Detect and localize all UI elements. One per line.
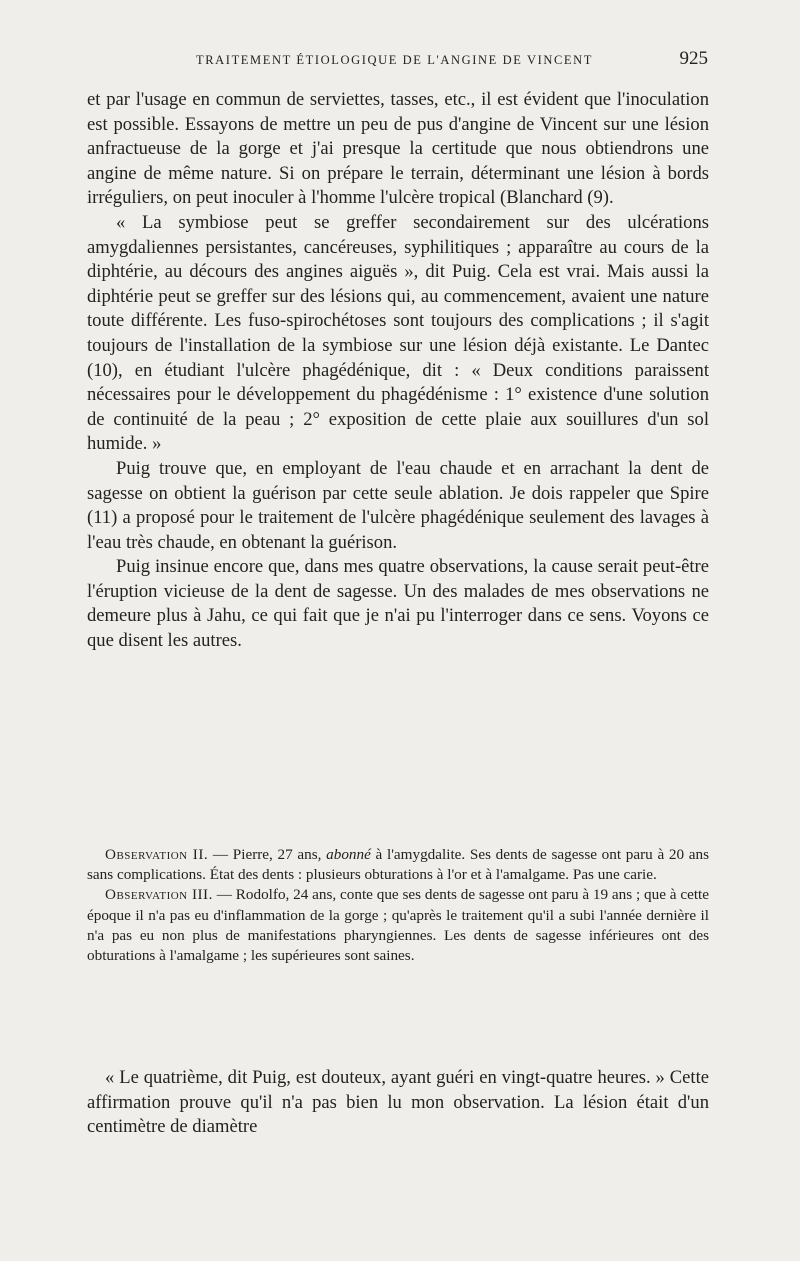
observation-3 — [87, 885, 709, 966]
paragraph-4: Puig insinue encore que, dans mes quatre observations, la cause serait peut-être l'éruption vicieuse de la dent de sagesse. Un des malades de mes observations ne demeure plus à Jahu, ce qui fait que je n'ai pu l'interroger dans ce sens. Voyons ce que disent les autres. — [87, 556, 709, 652]
observation-2-text-b: à l'amygdalite. Ses dents de sagesse ont paru à 20 ans sans complications. État des dents : plusieurs obturations à l'or et à l'amalgame. Pas une carie. — [87, 846, 709, 884]
observation-2-label: Observation II. — [105, 846, 209, 863]
paragraph-2: « La symbiose peut se greffer secondairement sur des ulcérations amygdaliennes persistantes, cancéreuses, syphilitiques ; apparaître au cours de la diphtérie, au décours des angines aiguës », dit Puig. Cela est vrai. Mais aussi la diphtérie peut se greffer sur des lésions qui, au commencement, avaient une nature toute différente. Les fuso-spirochétoses sont toujours des complications ; il s'agit toujours de l'installation de la symbiose sur une lésion déjà existante. Le Dantec (10), en étudiant l'ulcère phagédénique, dit : « Deux conditions paraissent nécessaires pour le développement du phagédénisme : 1° existence d'une solution de continuité de la peau ; 2° exposition de cette plaie aux souillures d'un sol humide. » — [87, 211, 709, 455]
paragraph-5: « Le quatrième, dit Puig, est douteux, ayant guéri en vingt-quatre heures. » Cette affirmation prouve qu'il n'a pas bien lu mon observation. La lésion était d'un centimètre de diamètre — [87, 1067, 709, 1138]
observations-block — [87, 845, 709, 966]
observation-2 — [87, 845, 709, 885]
page-number: 925 — [679, 48, 708, 69]
running-title: TRAITEMENT ÉTIOLOGIQUE DE L'ANGINE DE VINCENT — [196, 53, 593, 67]
observation-2-italic: abonné — [326, 846, 371, 863]
page-header — [88, 48, 708, 70]
main-text — [87, 88, 709, 654]
observation-2-text-a: — Pierre, 27 ans, — [208, 846, 327, 863]
observation-3-text: — Rodolfo, 24 ans, conte que ses dents de sagesse ont paru à 19 ans ; que à cette époque il n'a pas eu d'inflammation de la gorge ; qu'après le traitement qu'il a subi l'année dernière il n'a pas eu non plus de manifestations pharyngiennes. Les dents de sagesse inférieures ont des obturations à l'amalgame ; les supérieures sont saines. — [87, 886, 710, 965]
paragraph-3: Puig trouve que, en employant de l'eau chaude et en arrachant la dent de sagesse on obtient la guérison par cette seule ablation. Je dois rappeler que Spire (11) a proposé pour le traitement de l'ulcère phagédénique seulement des lavages à l'eau très chaude, en obtenant la guérison. — [87, 457, 709, 553]
observation-3-label: Observation III. — [105, 886, 213, 904]
continued-text — [87, 1066, 709, 1140]
paragraph-1: et par l'usage en commun de serviettes, tasses, etc., il est évident que l'inoculation est possible. Essayons de mettre un peu de pus d'angine de Vincent sur une lésion anfractueuse de la gorge et j'ai presque la certitude que nous obtiendrons une angine de même nature. Si on prépare le terrain, déterminant une lésion à bords irréguliers, on peut inoculer à l'homme l'ulcère tropical (Blanchard (9). — [87, 89, 709, 209]
